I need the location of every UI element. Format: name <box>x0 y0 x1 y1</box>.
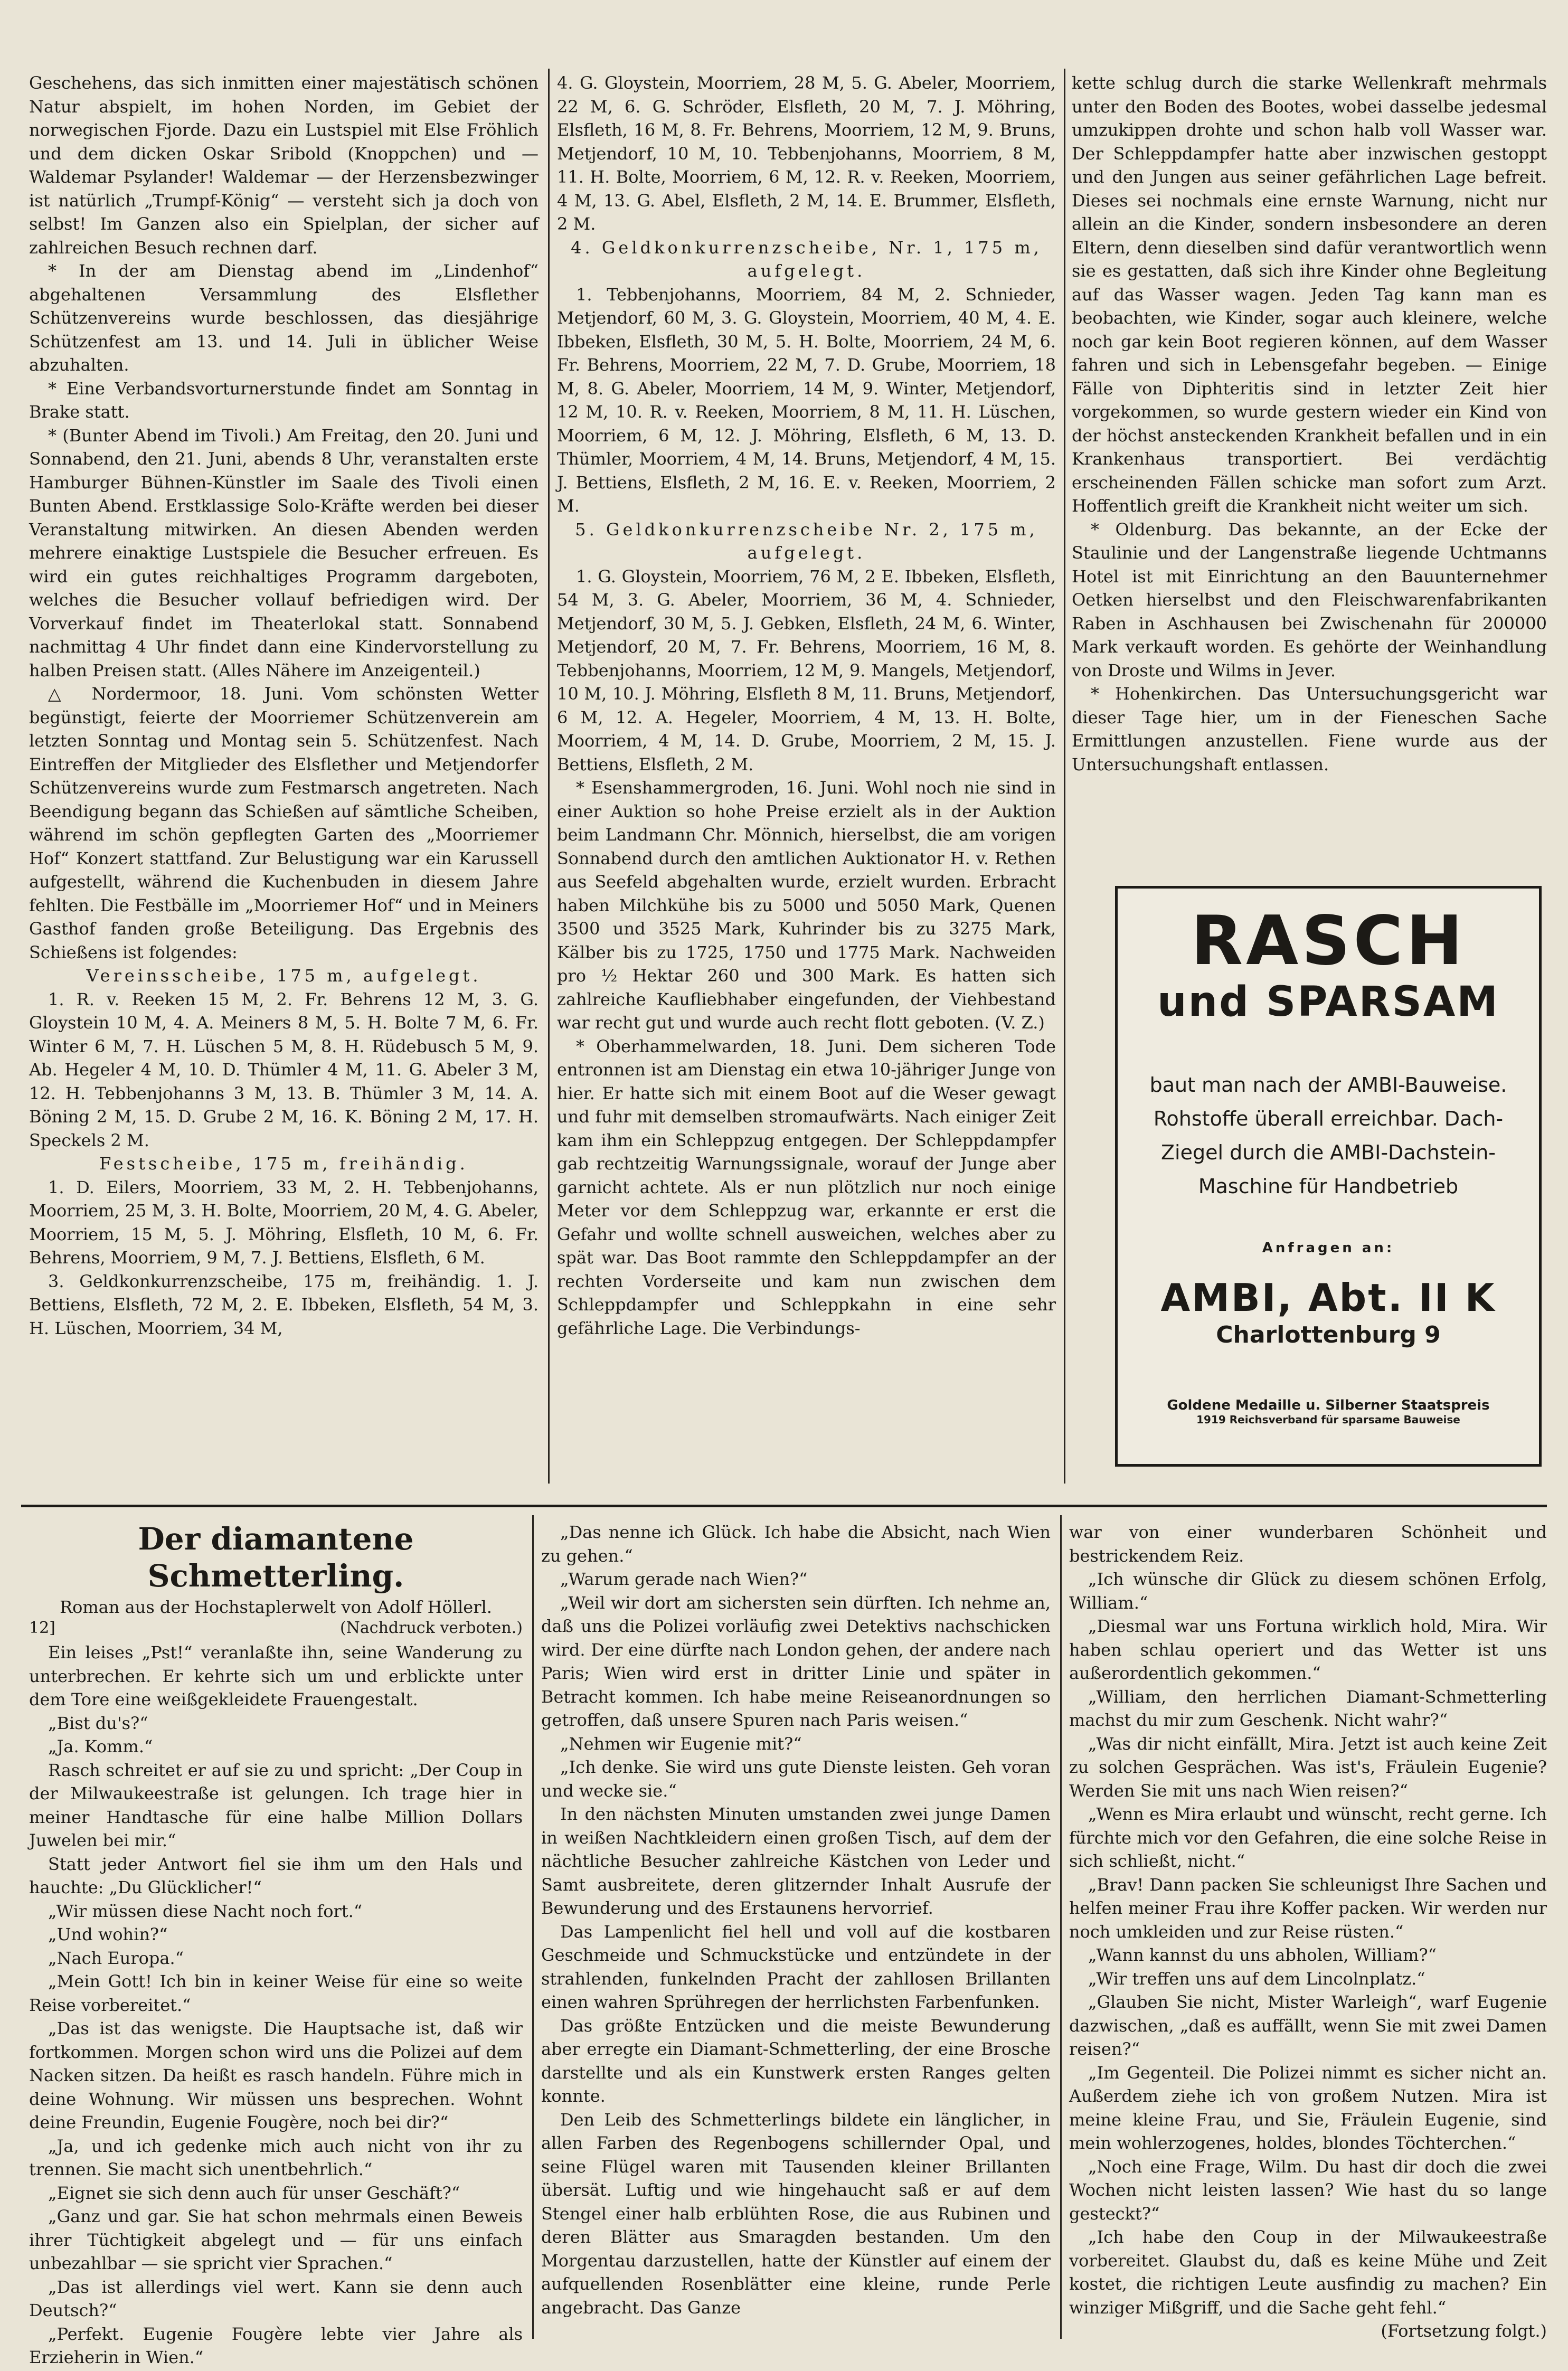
novel-paragraph: war von einer wunderbaren Schönheit und bestrickendem Reiz. <box>1069 1522 1547 1566</box>
novel-paragraph: „Im Gegenteil. Die Polizei nimmt es sicher nicht an. Außerdem ziehe ich von großem Nutzen. Mira ist meine kleine Frau, und Sie, Fräulein Eugenie, sind mein wohlerzogenes, holdes, blondes Töchterchen.“ <box>1069 2062 1547 2153</box>
novel-paragraph: „Wir müssen diese Nacht noch fort.“ <box>48 1901 363 1921</box>
novel-paragraph: „Ganz und gar. Sie hat schon mehrmals einen Beweis ihrer Tüchtigkeit abgelegt und — für uns einfach unbezahlbar — sie spricht vier Sprachen.“ <box>29 2206 523 2273</box>
ad-body: baut man nach der AMBI-Bauweise. Rohstoffe überall erreichbar. Dach-Ziegel durch die AMBI-Dachstein-Maschine für Handbetrieb <box>1149 1073 1507 1198</box>
result-heading: 4. Geldkonkurrenzscheibe, Nr. 1, 175 m, aufgelegt. <box>571 237 1042 281</box>
result-list: 1. Tebbenjohanns, Moorriem, 84 M, 2. Schnieder, Metjendorf, 60 M, 3. G. Gloystein, Moorriem, 40 M, 4. E. Ibbeken, Elsfleth, 30 M, 5. H. Bolte, Moorriem, 24 M, 6. Fr. Behrens, Moorriem, 22 M, 7. D. Grube, Moorriem, 18 M, 8. G. Abeler, Moorriem, 14 M, 9. Winter, Metjendorf, 12 M, 10. R. v. Reeken, Moorriem, 8 M, 11. H. Lüschen, Moorriem, 6 M, 12. J. Möhring, Elsfleth, 6 M, 13. D. Thümler, Moorriem, 4 M, 14. Bruns, Metjendorf, 4 M, 15. J. Bettiens, Elsfleth, 2 M, 16. E. v. Reeken, Moorriem, 2 M. <box>557 284 1056 516</box>
ad-association: 1919 Reichsverband für sparsame Bauweise <box>1196 1413 1460 1426</box>
novel-meta <box>29 1618 523 1639</box>
result-list: 3. Geldkonkurrenzscheibe, 175 m, freihändig. 1. J. Bettiens, Elsfleth, 72 M, 2. E. Ibbeken, Elsfleth, 54 M, 3. H. Lüschen, Moorriem, 34 M, <box>29 1271 539 1338</box>
installment-number: 12] <box>29 1619 55 1637</box>
schuetzenverein-notice: * In der am Dienstag abend im „Lindenhof“ abgehaltenen Versammlung des Elsflether Schützenvereins wurde beschlossen, das diesjährige Schützenfest am 13. und 14. Juli in üblicher Weise abzuhalten. <box>29 261 539 375</box>
warning-report: kette schlug durch die starke Wellenkraft mehrmals unter den Boden des Bootes, wobei dasselbe jedesmal umzukippen drohte und schon halb voll Wasser war. Der Schleppdampfer hatte aber inzwischen gestoppt und den Jungen aus seiner gefährlichen Lage befreit. Dieses sei nochmals eine ernste Warnung, nicht nur allein an die Kinder, sondern insbesondere an deren Eltern, denn dieselben sind dafür verantwortlich wenn sie es gestatten, daß sich ihre Kinder ohne Begleitung auf das Wasser wagen. Jeden Tag kann man es beobachten, wie Kinder, sogar auch kleinere, welche noch gar kein Boot regieren können, auf dem Wasser fahren und sich in Lebensgefahr begeben. — Einige Fälle von Diphteritis sind in letzter Zeit hier vorgekommen, so wurde gestern wieder ein Kind von der höchst ansteckenden Krankheit befallen und in ein Krankenhaus transportiert. Bei verdächtig erscheinenden Fällen schicke man sofort zum Arzt. Hoffentlich greift die Krankheit nicht weiter um sich. <box>1072 73 1547 516</box>
ambi-advertisement <box>1115 886 1542 1467</box>
novel-paragraph: Ein leises „Pst!“ veranlaßte ihn, seine Wanderung zu unterbrechen. Er kehrte sich um und erblickte unter dem Tore eine weißgekleidete Frauengestalt. <box>29 1642 523 1709</box>
novel-paragraph: „Was dir nicht einfällt, Mira. Jetzt ist auch keine Zeit zu solchen Gesprächen. Was ist's, Fräulein Eugenie? Werden Sie mit uns nach Wien reisen?“ <box>1069 1733 1547 1801</box>
novel-paragraph: „Weil wir dort am sichersten sein dürften. Ich nehme an, daß uns die Polizei vorläufig zwei Detektivs nachschicken wird. Der eine dürfte nach London gehen, der andere nach Paris; Wien wird erst in dritter Linie und später in Betracht kommen. Ich habe meine Reiseanordnungen so getroffen, daß unsere Spuren nach Paris weisen.“ <box>541 1592 1051 1730</box>
novel-paragraph: „Das ist das wenigste. Die Hauptsache ist, daß wir fortkommen. Morgen schon wird uns die Polizei auf dem Nacken sitzen. Da heißt es rasch handeln. Führe mich in deine Wohnung. Wir müssen uns besprechen. Wohnt deine Freundin, Eugenie Fougère, noch bei dir?“ <box>29 2018 523 2132</box>
novel-paragraph: „Wenn es Mira erlaubt und wünscht, recht gerne. Ich fürchte mich vor den Gefahren, die eine solche Reise in sich schließt, nicht.“ <box>1069 1804 1547 1871</box>
continuation-notice: (Fortsetzung folgt.) <box>1381 2321 1547 2341</box>
result-list: 1. G. Gloystein, Moorriem, 76 M, 2 E. Ibbeken, Elsfleth, 54 M, 3. G. Abeler, Moorriem, 36 M, 4. Schnieder, Metjendorf, 30 M, 5. J. Gebken, Elsfleth, 24 M, 6. Winter, Metjendorf, 20 M, 7. Fr. Behrens, Moorriem, 16 M, 8. Tebbenjohanns, Moorriem, 12 M, 9. Mangels, Metjendorf, 10 M, 10. J. Möhring, Elsfleth 8 M, 11. Bruns, Metjendorf, 6 M, 12. A. Hegeler, Moorriem, 4 M, 13. H. Bolte, Moorriem, 4 M, 14. D. Grube, Moorriem, 2 M, 15. J. Bettiens, Elsfleth, 2 M. <box>557 566 1056 774</box>
column-rule <box>1064 69 1065 1484</box>
result-heading: Vereinsscheibe, 175 m, aufgelegt. <box>86 966 481 986</box>
novel-paragraph: Das Lampenlicht fiel hell und voll auf die kostbaren Geschmeide und Schmuckstücke und entzündete in der strahlenden, funkelnden Pracht der zahllosen Brillanten einen wahren Sprühregen der herrlichsten Farbenfunken. <box>541 1921 1051 2012</box>
column-rule <box>548 69 550 1484</box>
novel-column-3 <box>1069 1520 1547 2341</box>
novel-paragraph: „Das nenne ich Glück. Ich habe die Absicht, nach Wien zu gehen.“ <box>541 1522 1051 1566</box>
result-list: 1. R. v. Reeken 15 M, 2. Fr. Behrens 12 M, 3. G. Gloystein 10 M, 4. A. Meiners 8 M, 5. H. Bolte 7 M, 6. Fr. Winter 6 M, 7. H. Lüschen 5 M, 8. H. Rüdebusch 5 M, 9. Ab. Hegeler 4 M, 10. D. Thümler 4 M, 11. G. Abeler 3 M, 12. H. Tebbenjohanns 3 M, 13. B. Thümler 3 M, 14. A. Böning 2 M, 15. D. Grube 2 M, 16. K. Böning 2 M, 17. H. Speckels 2 M. <box>29 989 539 1150</box>
copyright-notice: (Nachdruck verboten.) <box>339 1619 523 1637</box>
novel-paragraph: „Nehmen wir Eugenie mit?“ <box>560 1733 802 1754</box>
ad-address: Charlottenburg 9 <box>1216 1321 1441 1348</box>
novel-paragraph: „Wir treffen uns auf dem Lincolnplatz.“ <box>1088 1968 1425 1989</box>
news-column-3 <box>1072 71 1547 832</box>
novel-paragraph: „Das ist allerdings viel wert. Kann sie denn auch Deutsch?“ <box>29 2276 523 2320</box>
novel-paragraph: „Ich denke. Sie wird uns gute Dienste leisten. Geh voran und wecke sie.“ <box>541 1757 1051 1801</box>
result-heading: Festscheibe, 175 m, freihändig. <box>99 1154 468 1174</box>
ad-medal: Goldene Medaille u. Silberner Staatspreis <box>1167 1397 1490 1413</box>
novel-paragraph: „Ja, und ich gedenke mich auch nicht von ihr zu trennen. Sie macht sich unentbehrlich.“ <box>29 2136 523 2179</box>
novel-paragraph: „Mein Gott! Ich bin in keiner Weise für eine so weite Reise vorbereitet.“ <box>29 1971 523 2015</box>
result-heading: 5. Geldkonkurrenzscheibe Nr. 2, 175 m, aufgelegt. <box>575 519 1038 563</box>
section-divider <box>21 1505 1547 1507</box>
novel-paragraph: Das größte Entzücken und die meiste Bewunderung aber erregte ein Diamant-Schmetterling, der eine Brosche darstellte und als ein Kunstwerk ersten Ranges gelten konnte. <box>541 2015 1051 2106</box>
novel-paragraph: „Ich wünsche dir Glück zu diesem schönen Erfolg, William.“ <box>1069 1569 1547 1613</box>
novel-paragraph: „Wann kannst du uns abholen, William?“ <box>1088 1945 1437 1965</box>
tivoli-notice: * (Bunter Abend im Tivoli.) Am Freitag, den 20. Juni und Sonnabend, den 21. Juni, abends 8 Uhr, veranstalten erste Hamburger Bühnen-Künstler im Saale des Tivoli einen Bunten Abend. Erstklassige Solo-Kräfte werden bei dieser Veranstaltung mitwirken. An diesen Abenden werden mehrere einaktige Lustspiele die Besucher erfreuen. Es wird ein gutes reichhaltiges Programm dargeboten, welches die Besucher vollauf befriedigen wird. Der Vorverkauf findet im Theaterlokal statt. Sonnabend nachmittag 4 Uhr findet dann eine Kindervorstellung zu halben Preisen statt. (Alles Nähere im Anzeigenteil.) <box>29 425 539 681</box>
novel-column-1 <box>29 1520 523 2367</box>
novel-column-2 <box>541 1520 1051 2334</box>
column-rule <box>1060 1515 1062 2339</box>
hohenkirchen-report: * Hohenkirchen. Das Untersuchungsgericht war dieser Tage hier, um in der Fieneschen Sache Ermittlungen anzustellen. Fiene wurde aus der Untersuchungshaft entlassen. <box>1072 684 1547 774</box>
news-column-2 <box>557 71 1056 1481</box>
novel-paragraph: In den nächsten Minuten umstanden zwei junge Damen in weißen Nachtkleidern einen großen Tisch, auf dem der nächtliche Besucher zahlreiche Kästchen von Leder und Samt ausbreitete, deren glitzernder Inhalt Ausrufe der Bewunderung und des Erstaunens hervorrief. <box>541 1804 1051 1918</box>
ad-request: Anfragen an: <box>1262 1240 1395 1256</box>
verband-notice: * Eine Verbandsvorturnerstunde findet am Sonntag in Brake statt. <box>29 378 539 422</box>
novel-paragraph: „Ich habe den Coup in der Milwaukeestraße vorbereitet. Glaubst du, daß es keine Mühe und Zeit kostet, die richtigen Leute ausfindig zu machen? Ein winziger Mißgriff, und die Sache geht fehl.“ <box>1069 2227 1547 2318</box>
ad-headline: RASCH <box>1191 902 1466 980</box>
novel-paragraph: Rasch schreitet er auf sie zu und spricht: „Der Coup in der Milwaukeestraße ist gelungen. Ich trage hier in meiner Handtasche für eine halbe Million Dollars Juwelen bei mir.“ <box>29 1760 523 1850</box>
ad-subheadline: und SPARSAM <box>1157 978 1499 1026</box>
novel-paragraph: „Warum gerade nach Wien?“ <box>560 1569 808 1589</box>
novel-paragraph: „Diesmal war uns Fortuna wirklich hold, Mira. Wir haben schlau operiert und das Wetter ist uns außerordentlich gekommen.“ <box>1069 1616 1547 1683</box>
oberhammelwarden-report: * Oberhammelwarden, 18. Juni. Dem sicheren Tode entronnen ist am Dienstag ein etwa 10-jähriger Junge von hier. Er hatte sich mit einem Boot auf die Weser gewagt und fuhr mit demselben stromaufwärts. Nach einiger Zeit kam ihm ein Schleppzug entgegen. Der Schleppdampfer gab rechtzeitig Warnungssignale, worauf der Junge aber garnicht achtete. Als er nun plötzlich nur noch einige Meter vor dem Schleppzug war, erkannte er erst die Gefahr und wollte schnell ausweichen, welches aber zu spät war. Das Boot rammte den Schleppdampfer an der rechten Vorderseite und kam nun zwischen dem Schleppdampfer und Schleppkahn in eine sehr gefährliche Lage. Die Verbindungs- <box>557 1036 1056 1338</box>
novel-title: Der diamantene Schmetterling. <box>138 1521 414 1594</box>
cinema-notice: Geschehens, das sich inmitten einer majestätisch schönen Natur abspielt, im hohen Norden, im Gebiet der norwegischen Fjorde. Dazu ein Lustspiel mit Else Fröhlich und dem dicken Oskar Sribold (Knoppchen) und — Waldemar Psylander! Waldemar — der Herzensbezwinger ist natürlich „Trumpf-König“ — versteht sich ja doch von selbst! Im Ganzen also ein Spielplan, der sicher auf zahlreichen Besuch rechnen darf. <box>29 73 539 258</box>
oldenburg-report: * Oldenburg. Das bekannte, an der Ecke der Staulinie und der Langenstraße liegende Uchtmanns Hotel ist mit Einrichtung an den Bauunternehmer Oetken hierselbst und den Fleischwarenfabrikanten Raben in Aschhausen bei Zwischenahn für 200000 Mark verkauft worden. Es gehörte der Weinhandlung von Droste und Wilms in Jever. <box>1072 519 1547 681</box>
news-column-1 <box>29 71 539 1481</box>
novel-paragraph: „Brav! Dann packen Sie schleunigst Ihre Sachen und helfen meiner Frau ihre Koffer packen. Wir werden nur noch umkleiden und zur Reise rüsten.“ <box>1069 1874 1547 1942</box>
novel-subtitle: Roman aus der Hochstaplerwelt von Adolf Höllerl. <box>60 1597 492 1617</box>
ad-firm: AMBI, Abt. II K <box>1160 1276 1496 1320</box>
novel-paragraph: „Eignet sie sich denn auch für unser Geschäft?“ <box>48 2183 460 2203</box>
novel-paragraph: Statt jeder Antwort fiel sie ihm um den Hals und hauchte: „Du Glücklicher!“ <box>29 1854 523 1897</box>
column-rule <box>532 1515 534 2339</box>
novel-paragraph: „Bist du's?“ <box>48 1713 148 1733</box>
esenshammer-report: * Esenshammergroden, 16. Juni. Wohl noch nie sind in einer Auktion so hohe Preise erzielt als in der Auktion beim Landmann Chr. Mönnich, hierselbst, die am vorigen Sonnabend durch den amtlichen Auktionator H. v. Rethen aus Seefeld abgehalten wurde, erzielt wurden. Erbracht haben Milchkühe bis zu 5000 und 5050 Mark, Quenen 3500 und 3525 Mark, Kuhrinder bis zu 3275 Mark, Kälber bis zu 1725, 1750 und 1775 Mark. Nachweiden pro ½ Hektar 260 und 300 Mark. Es hatten sich zahlreiche Kaufliebhaber eingefunden, der Viehbestand war recht gut und wurde auch recht flott geboten. (V. Z.) <box>557 778 1056 1033</box>
novel-paragraph: „Nach Europa.“ <box>48 1948 184 1968</box>
novel-paragraph: „William, den herrlichen Diamant-Schmetterling machst du mir zum Geschenk. Nicht wahr?“ <box>1069 1686 1547 1730</box>
novel-paragraph: Den Leib des Schmetterlings bildete ein länglicher, in allen Farben des Regenbogens schillernder Opal, und seine Flügel waren mit Tausenden kleiner Brillanten übersät. Luftig und wie hingehaucht saß er auf dem Stengel einer halb erblühten Rose, die aus Rubinen und deren Blätter aus Smaragden bestanden. Um den Morgentau darzustellen, hatte der Künstler auf einem der aufquellenden Rosenblätter eine kleine, runde Perle angebracht. Das Ganze <box>541 2109 1051 2318</box>
novel-paragraph: „Und wohin?“ <box>48 1924 168 1944</box>
nordermoor-report: △ Nordermoor, 18. Juni. Vom schönsten Wetter begünstigt, feierte der Moorriemer Schützenverein am letzten Sonntag und Montag sein 5. Schützenfest. Nach Eintreffen der Mitglieder des Elsflether und Metjendorfer Schützenvereins wurde zum Festmarsch angetreten. Nach Beendigung begann das Schießen auf sämtliche Scheiben, während im schön gepflegten Garten des „Moorriemer Hof“ Konzert stattfand. Zur Belustigung war ein Karussell aufgestellt, während die Kuchenbuden in diesem Jahre fehlten. Die Festbälle im „Moorriemer Hof“ und in Meiners Gasthof fanden große Beteiligung. Das Ergebnis des Schießens ist folgendes: <box>29 684 539 962</box>
result-list: 4. G. Gloystein, Moorriem, 28 M, 5. G. Abeler, Moorriem, 22 M, 6. G. Schröder, Elsfleth, 20 M, 7. J. Möhring, Elsfleth, 16 M, 8. Fr. Behrens, Moorriem, 12 M, 9. Bruns, Metjendorf, 10 M, 10. Tebbenjohanns, Moorriem, 8 M, 11. H. Bolte, Moorriem, 6 M, 12. R. v. Reeken, Moorriem, 4 M, 13. G. Abel, Elsfleth, 2 M, 14. E. Brummer, Elsfleth, 2 M. <box>557 73 1056 234</box>
novel-paragraph: „Glauben Sie nicht, Mister Warleigh“, warf Eugenie dazwischen, „daß es auffällt, wenn Sie mit zwei Damen reisen?“ <box>1069 1992 1547 2059</box>
result-list: 1. D. Eilers, Moorriem, 33 M, 2. H. Tebbenjohanns, Moorriem, 25 M, 3. H. Bolte, Moorriem, 20 M, 4. G. Abeler, Moorriem, 15 M, 5. J. Möhring, Elsfleth, 10 M, 6. Fr. Behrens, Moorriem, 9 M, 7. J. Bettiens, Elsfleth, 6 M. <box>29 1177 539 1268</box>
novel-paragraph: „Ja. Komm.“ <box>48 1736 153 1756</box>
novel-paragraph: „Noch eine Frage, Wilm. Du hast dir doch die zwei Wochen nicht leisten lassen? Wie hast du so lange gesteckt?“ <box>1069 2156 1547 2224</box>
novel-paragraph: „Perfekt. Eugenie Fougère lebte vier Jahre als Erzieherin in Wien.“ <box>29 2323 523 2367</box>
